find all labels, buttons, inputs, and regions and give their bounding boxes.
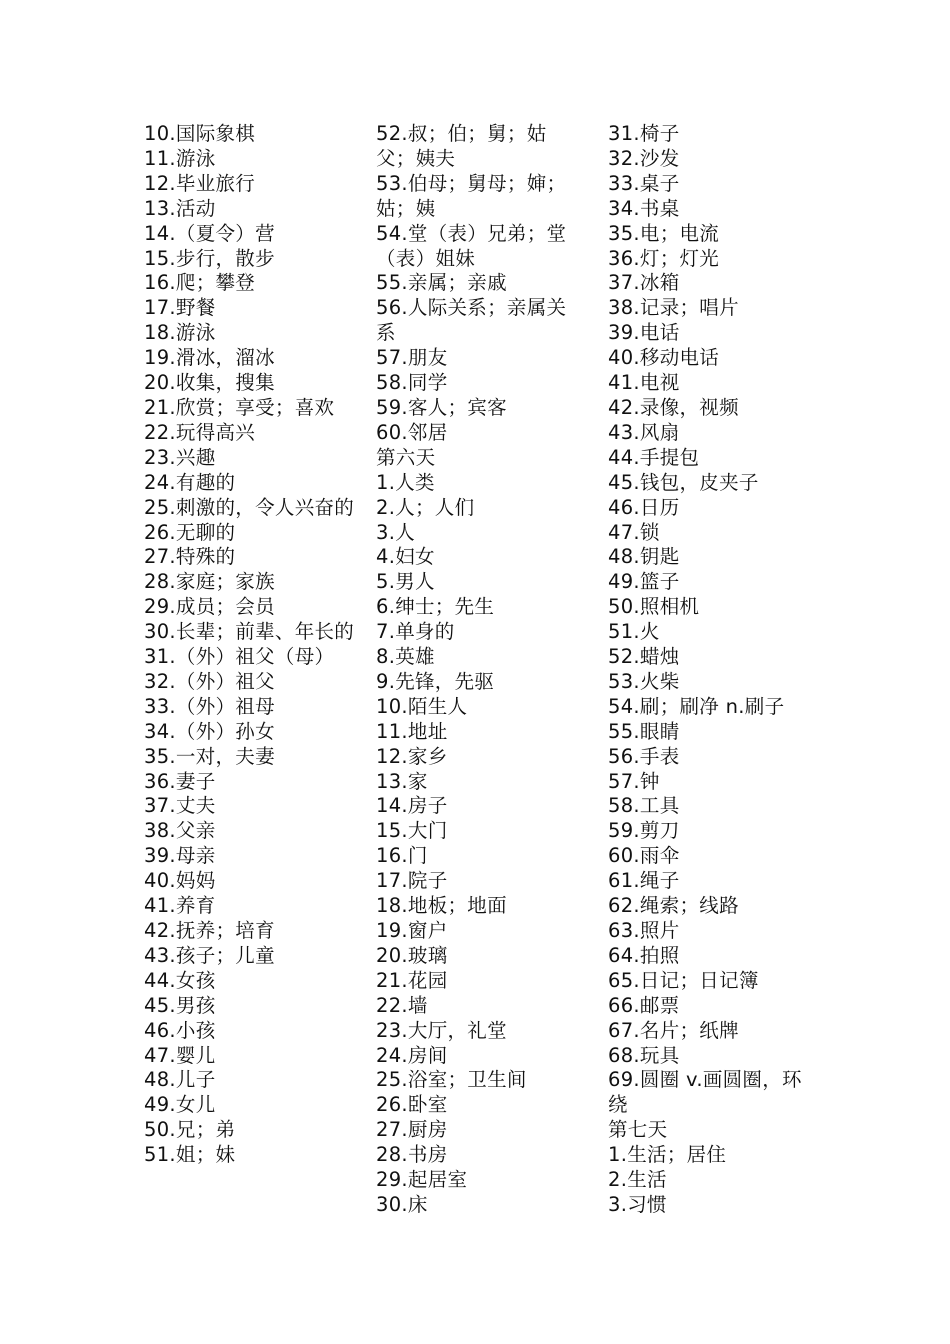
vocabulary-entry: 48.儿子 xyxy=(144,1068,216,1092)
vocabulary-entry: 31.（外）祖父（母） xyxy=(144,645,335,669)
vocabulary-entry: 47.锁 xyxy=(608,520,660,544)
vocabulary-entry: 22.墙 xyxy=(376,993,428,1017)
day-heading: 第六天 xyxy=(376,445,436,469)
vocabulary-entry: 12.毕业旅行 xyxy=(144,171,256,195)
vocabulary-column-2 xyxy=(376,122,586,1218)
vocabulary-entry: 55.眼睛 xyxy=(608,719,680,743)
vocabulary-entry: 9.先锋，先驱 xyxy=(376,669,495,693)
vocabulary-entry: 40.妈妈 xyxy=(144,869,216,893)
vocabulary-entry: 53.伯母；舅母；婶；姑；姨 xyxy=(376,171,567,220)
vocabulary-entry: 18.地板；地面 xyxy=(376,894,507,918)
vocabulary-entry: 35.一对，夫妻 xyxy=(144,744,275,768)
vocabulary-entry: 63.照片 xyxy=(608,919,680,942)
vocabulary-entry: 49.篮子 xyxy=(608,570,680,594)
vocabulary-entry: 16.爬；攀登 xyxy=(144,271,256,295)
vocabulary-entry: 58.工具 xyxy=(608,794,680,818)
vocabulary-entry: 14.（夏令）营 xyxy=(144,221,275,245)
vocabulary-entry: 39.母亲 xyxy=(144,844,216,868)
vocabulary-entry: 44.手提包 xyxy=(608,445,700,469)
vocabulary-entry: 10.国际象棋 xyxy=(144,122,256,145)
vocabulary-entry: 5.男人 xyxy=(376,570,435,594)
vocabulary-entry: 33.（外）祖母 xyxy=(144,694,275,718)
vocabulary-entry: 45.钱包，皮夹子 xyxy=(608,470,759,494)
vocabulary-entry: 30.长辈；前辈、年长的 xyxy=(144,620,355,644)
vocabulary-entry: 29.成员；会员 xyxy=(144,595,275,619)
vocabulary-entry: 12.家乡 xyxy=(376,744,448,768)
vocabulary-entry: 21.花园 xyxy=(376,968,448,992)
vocabulary-entry: 26.无聊的 xyxy=(144,520,236,544)
vocabulary-entry: 54.堂（表）兄弟；堂（表）姐妹 xyxy=(376,221,567,270)
vocabulary-entry: 37.冰箱 xyxy=(608,271,680,295)
vocabulary-entry: 69.圆圈 v.画圆圈，环绕 xyxy=(608,1068,802,1117)
vocabulary-entry: 23.兴趣 xyxy=(144,445,216,469)
vocabulary-entry: 18.游泳 xyxy=(144,321,216,345)
vocabulary-entry: 16.门 xyxy=(376,844,428,868)
vocabulary-entry: 19.窗户 xyxy=(376,919,448,942)
vocabulary-entry: 10.陌生人 xyxy=(376,694,468,718)
vocabulary-entry: 28.家庭；家族 xyxy=(144,570,275,594)
vocabulary-entry: 47.婴儿 xyxy=(144,1043,216,1067)
vocabulary-entry: 17.野餐 xyxy=(144,296,216,320)
vocabulary-entry: 54.刷；刷净 n.刷子 xyxy=(608,694,785,718)
vocabulary-entry: 42.录像，视频 xyxy=(608,395,739,419)
vocabulary-entry: 17.院子 xyxy=(376,869,448,893)
vocabulary-entry: 36.妻子 xyxy=(144,769,216,793)
vocabulary-entry: 24.房间 xyxy=(376,1043,448,1067)
vocabulary-entry: 14.房子 xyxy=(376,794,448,818)
vocabulary-entry: 32.（外）祖父 xyxy=(144,669,275,693)
vocabulary-entry: 45.男孩 xyxy=(144,993,216,1017)
vocabulary-entry: 58.同学 xyxy=(376,371,448,395)
vocabulary-entry: 31.椅子 xyxy=(608,122,680,145)
vocabulary-entry: 23.大厅，礼堂 xyxy=(376,1018,507,1042)
vocabulary-entry: 44.女孩 xyxy=(144,968,216,992)
vocabulary-entry: 57.钟 xyxy=(608,769,660,793)
vocabulary-entry: 62.绳索；线路 xyxy=(608,894,739,918)
vocabulary-entry: 51.姐；妹 xyxy=(144,1143,236,1167)
vocabulary-entry: 43.风扇 xyxy=(608,420,680,444)
vocabulary-column-1 xyxy=(144,122,356,1168)
vocabulary-entry: 53.火柴 xyxy=(608,669,680,693)
vocabulary-entry: 2.人；人们 xyxy=(376,495,475,519)
vocabulary-entry: 43.孩子；儿童 xyxy=(144,943,275,967)
vocabulary-entry: 11.地址 xyxy=(376,719,448,743)
vocabulary-entry: 8.英雄 xyxy=(376,645,435,669)
vocabulary-entry: 3.习惯 xyxy=(608,1192,667,1216)
vocabulary-entry: 55.亲属；亲戚 xyxy=(376,271,507,295)
vocabulary-entry: 34.书桌 xyxy=(608,196,680,220)
vocabulary-entry: 36.灯；灯光 xyxy=(608,246,720,270)
vocabulary-entry: 25.刺激的，令人兴奋的 xyxy=(144,495,355,519)
vocabulary-entry: 59.客人；宾客 xyxy=(376,395,507,419)
vocabulary-entry: 24.有趣的 xyxy=(144,470,236,494)
vocabulary-entry: 30.床 xyxy=(376,1192,428,1216)
vocabulary-entry: 13.活动 xyxy=(144,196,216,220)
vocabulary-entry: 3.人 xyxy=(376,520,416,544)
vocabulary-entry: 64.拍照 xyxy=(608,943,680,967)
vocabulary-entry: 25.浴室；卫生间 xyxy=(376,1068,527,1092)
vocabulary-entry: 28.书房 xyxy=(376,1143,448,1167)
vocabulary-entry: 68.玩具 xyxy=(608,1043,680,1067)
vocabulary-entry: 15.大门 xyxy=(376,819,448,843)
vocabulary-entry: 51.火 xyxy=(608,620,660,644)
vocabulary-entry: 46.日历 xyxy=(608,495,680,519)
vocabulary-entry: 11.游泳 xyxy=(144,146,216,170)
vocabulary-entry: 67.名片；纸牌 xyxy=(608,1018,739,1042)
vocabulary-entry: 66.邮票 xyxy=(608,993,680,1017)
vocabulary-entry: 22.玩得高兴 xyxy=(144,420,256,444)
vocabulary-entry: 20.收集，搜集 xyxy=(144,371,275,395)
vocabulary-entry: 52.叔；伯；舅；姑父；姨夫 xyxy=(376,122,547,170)
vocabulary-entry: 50.兄；弟 xyxy=(144,1118,236,1142)
vocabulary-entry: 21.欣赏；享受；喜欢 xyxy=(144,395,335,419)
vocabulary-entry: 19.滑冰，溜冰 xyxy=(144,346,275,370)
vocabulary-entry: 61.绳子 xyxy=(608,869,680,893)
vocabulary-entry: 41.养育 xyxy=(144,894,216,918)
vocabulary-entry: 50.照相机 xyxy=(608,595,700,619)
vocabulary-entry: 46.小孩 xyxy=(144,1018,216,1042)
vocabulary-entry: 48.钥匙 xyxy=(608,545,680,569)
vocabulary-entry: 60.雨伞 xyxy=(608,844,680,868)
vocabulary-entry: 56.人际关系；亲属关系 xyxy=(376,296,567,345)
vocabulary-entry: 49.女儿 xyxy=(144,1093,216,1117)
vocabulary-entry: 59.剪刀 xyxy=(608,819,680,843)
vocabulary-entry: 41.电视 xyxy=(608,371,680,395)
vocabulary-entry: 32.沙发 xyxy=(608,146,680,170)
vocabulary-entry: 34.（外）孙女 xyxy=(144,719,275,743)
vocabulary-entry: 15.步行，散步 xyxy=(144,246,275,270)
vocabulary-entry: 20.玻璃 xyxy=(376,943,448,967)
vocabulary-entry: 60.邻居 xyxy=(376,420,448,444)
vocabulary-entry: 6.绅士；先生 xyxy=(376,595,495,619)
vocabulary-entry: 4.妇女 xyxy=(376,545,435,569)
vocabulary-entry: 35.电；电流 xyxy=(608,221,720,245)
vocabulary-entry: 65.日记；日记簿 xyxy=(608,968,759,992)
vocabulary-entry: 13.家 xyxy=(376,769,428,793)
vocabulary-entry: 7.单身的 xyxy=(376,620,455,644)
vocabulary-entry: 39.电话 xyxy=(608,321,680,345)
vocabulary-entry: 1.人类 xyxy=(376,470,435,494)
vocabulary-entry: 27.特殊的 xyxy=(144,545,236,569)
vocabulary-entry: 38.父亲 xyxy=(144,819,216,843)
vocabulary-entry: 38.记录；唱片 xyxy=(608,296,739,320)
vocabulary-entry: 26.卧室 xyxy=(376,1093,448,1117)
vocabulary-entry: 52.蜡烛 xyxy=(608,645,680,669)
vocabulary-entry: 27.厨房 xyxy=(376,1118,448,1142)
vocabulary-entry: 42.抚养；培育 xyxy=(144,919,275,942)
day-heading: 第七天 xyxy=(608,1118,668,1142)
vocabulary-entry: 37.丈夫 xyxy=(144,794,216,818)
vocabulary-entry: 57.朋友 xyxy=(376,346,448,370)
vocabulary-entry: 29.起居室 xyxy=(376,1168,468,1192)
vocabulary-entry: 56.手表 xyxy=(608,744,680,768)
vocabulary-entry: 2.生活 xyxy=(608,1168,667,1192)
vocabulary-entry: 1.生活；居住 xyxy=(608,1143,727,1167)
vocabulary-entry: 40.移动电话 xyxy=(608,346,720,370)
vocabulary-entry: 33.桌子 xyxy=(608,171,680,195)
vocabulary-column-3 xyxy=(608,122,820,1218)
